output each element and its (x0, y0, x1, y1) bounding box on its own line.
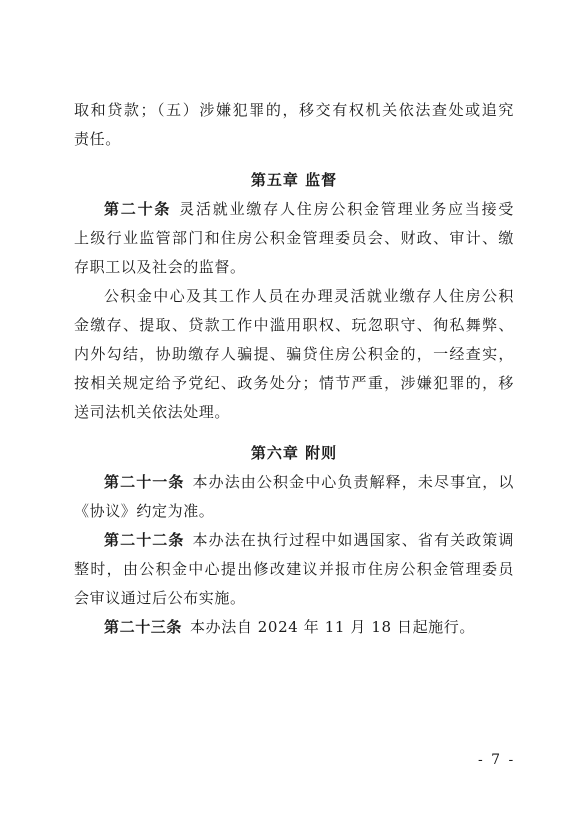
paragraph-line: 按相关规定给予党纪、政务处分；情节严重，涉嫌犯罪的，移 (74, 374, 514, 392)
paragraph-line: 送司法机关依法处理。 (74, 403, 231, 421)
page-number: - 7 - (478, 752, 516, 768)
chapter-heading: 第五章 监督 (250, 171, 338, 189)
paragraph-line: 会审议通过后公布实施。 (74, 589, 246, 607)
paragraph-line: 内外勾结，协助缴存人骗提、骗贷住房公积金的，一经查实， (74, 345, 514, 363)
article-label: 第二十二条 (104, 531, 185, 549)
article-line (74, 526, 514, 555)
paragraph-line: 责任。 (74, 130, 121, 148)
document-body (74, 96, 514, 642)
article-text: 本办法自 2024 年 11 月 18 日起施行。 (190, 618, 475, 636)
article-label: 第二十三条 (104, 618, 183, 636)
paragraph-line: 存职工以及社会的监督。 (74, 258, 246, 276)
paragraph-line: 《协议》约定为准。 (74, 502, 215, 520)
article-text: 本办法在执行过程中如遇国家、省有关政策调 (192, 531, 514, 549)
chapter-heading: 第六章 附则 (250, 444, 338, 462)
article-line (74, 195, 514, 224)
paragraph-line: 取和贷款；（五）涉嫌犯罪的，移交有权机关依法查处或追究 (74, 101, 514, 119)
paragraph-line: 金缴存、提取、贷款工作中滥用职权、玩忽职守、徇私舞弊、 (74, 316, 514, 334)
paragraph-line: 上级行业监管部门和住房公积金管理委员会、财政、审计、缴 (74, 229, 514, 247)
paragraph-line: 整时，由公积金中心提出修改建议并报市住房公积金管理委员 (74, 560, 514, 578)
article-text: 本办法由公积金中心负责解释，未尽事宜，以 (192, 473, 514, 491)
paragraph-line: 公积金中心及其工作人员在办理灵活就业缴存人住房公积 (104, 287, 514, 305)
article-text: 灵活就业缴存人住房公积金管理业务应当接受 (179, 200, 514, 218)
article-line (74, 613, 514, 642)
article-label: 第二十一条 (104, 473, 185, 491)
article-label: 第二十条 (104, 200, 172, 218)
article-line (74, 468, 514, 497)
